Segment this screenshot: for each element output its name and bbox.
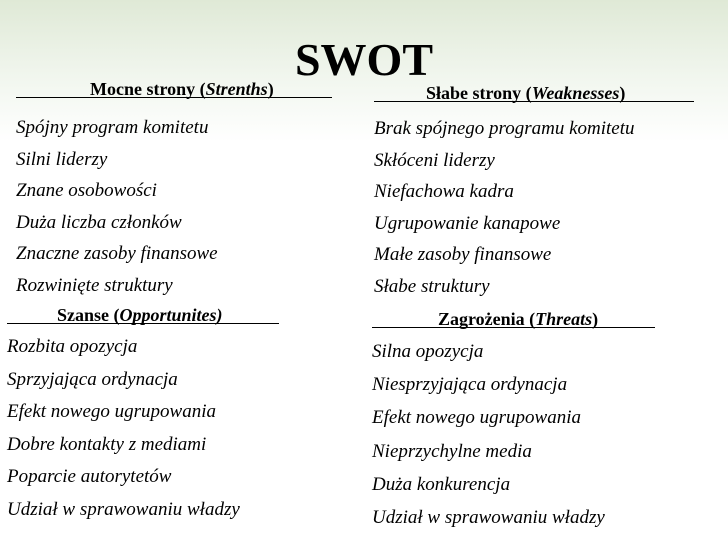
strengths-heading-suffix: ) [267, 79, 274, 99]
strengths-heading [16, 78, 346, 100]
list-item: Dobre kontakty z mediami [7, 433, 207, 455]
list-item: Duża konkurencja [372, 473, 511, 495]
weaknesses-heading-prefix: Słabe strony ( [426, 83, 532, 103]
list-item: Ugrupowanie kanapowe [374, 212, 561, 234]
opportunities-heading-text [57, 304, 223, 326]
list-item: Efekt nowego ugrupowania [372, 407, 581, 429]
list-item: Rozwinięte struktury [16, 274, 173, 296]
threats-heading-text [438, 308, 598, 330]
list-item: Znaczne zasoby finansowe [16, 243, 218, 264]
strengths-list [16, 112, 346, 301]
weaknesses-list [374, 113, 724, 302]
weaknesses-heading [374, 82, 724, 104]
list-item: Niesprzyjająca ordynacja [372, 374, 568, 396]
threats-heading-suffix: ) [592, 309, 599, 329]
list-item: Skłóceni liderzy [374, 149, 495, 171]
list-item: Sprzyjająca ordynacja [7, 368, 178, 390]
weaknesses-heading-em: Weaknesses [531, 83, 620, 103]
opportunities-list [7, 331, 337, 527]
list-item: Spójny program komitetu [16, 117, 209, 138]
strengths-heading-text [90, 78, 274, 100]
threats-heading-prefix: Zagrożenia ( [438, 309, 536, 329]
list-item: Nieprzychylne media [372, 440, 532, 462]
list-item: Brak spójnego programu komitetu [374, 118, 635, 139]
list-item: Słabe struktury [374, 275, 490, 297]
list-item: Rozbita opozycja [7, 336, 138, 357]
weaknesses-quadrant [374, 82, 724, 302]
opportunities-heading-prefix: Szanse ( [57, 305, 120, 325]
list-item: Duża liczba członków [16, 211, 182, 233]
list-item: Efekt nowego ugrupowania [7, 401, 216, 423]
opportunities-heading-em: Opportunites) [119, 305, 223, 325]
threats-list [372, 335, 722, 534]
page-title: SWOT [294, 34, 434, 85]
list-item: Udział w sprawowaniu władzy [7, 498, 240, 520]
list-item: Znane osobowości [16, 180, 157, 201]
list-item: Poparcie autorytetów [7, 466, 172, 488]
strengths-quadrant [16, 78, 346, 301]
opportunities-quadrant [7, 304, 337, 527]
list-item: Silna opozycja [372, 341, 484, 362]
list-item: Niefachowa kadra [374, 181, 514, 202]
threats-quadrant [372, 308, 722, 534]
weaknesses-heading-suffix: ) [619, 83, 626, 103]
list-item: Małe zasoby finansowe [374, 244, 552, 265]
list-item: Udział w sprawowaniu władzy [372, 506, 605, 528]
strengths-heading-em: Strenths [205, 79, 268, 99]
list-item: Silni liderzy [16, 148, 108, 170]
weaknesses-heading-text [426, 82, 625, 104]
opportunities-heading [7, 304, 337, 326]
strengths-heading-prefix: Mocne strony ( [90, 79, 206, 99]
threats-heading [372, 308, 722, 330]
threats-heading-em: Threats [535, 309, 593, 329]
